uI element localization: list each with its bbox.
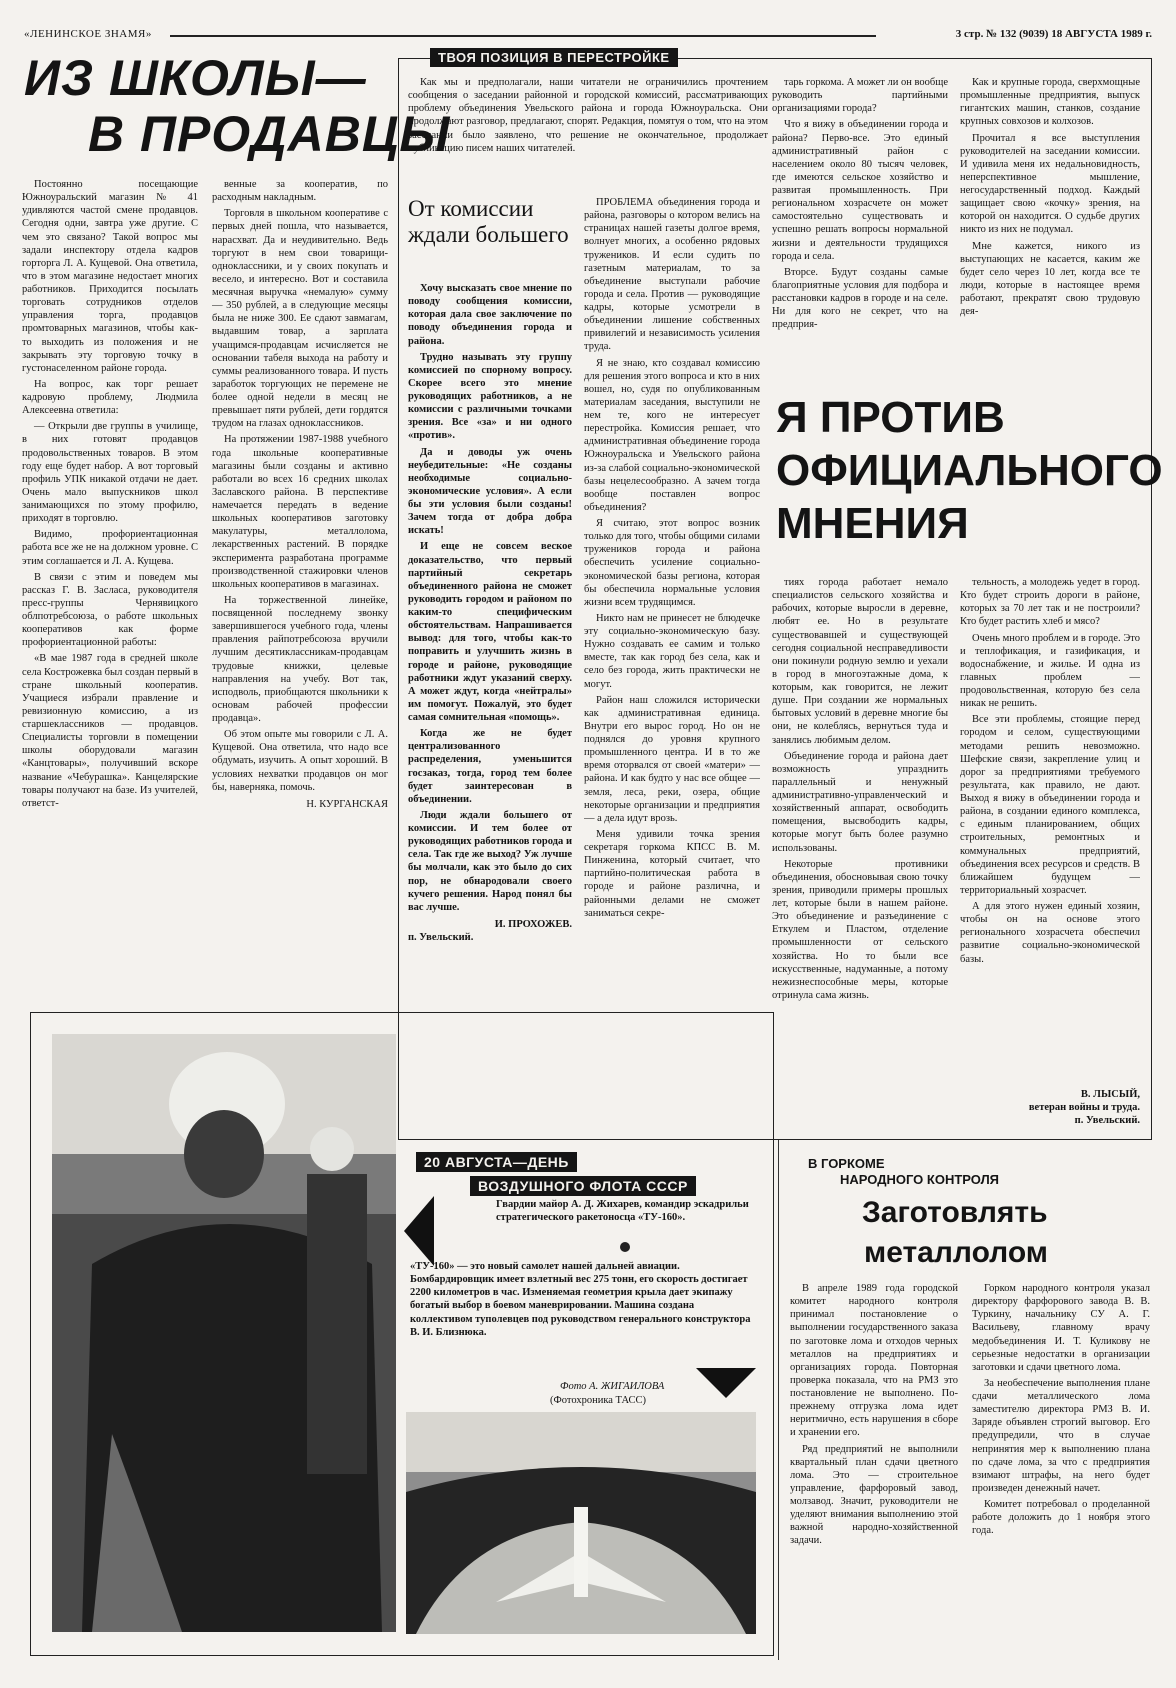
bullet-dot <box>620 1242 630 1252</box>
article3-paragraph: Мне кажется, никого из выступающих не касается, каким же будет село через 10 лет, когда все те люди, которые в настоящее время работают, прекратят свою трудовую дея- <box>960 240 1140 318</box>
article3-signature-block <box>960 1088 1140 1127</box>
article3-paragraph: А для этого нужен единый хозяин, чтобы он на основе этого регионального хозрасчета обеспечил развитие социально-экономической базы. <box>960 901 1140 965</box>
article1-paragraph: венные за кооператив, по расходным накладным. <box>212 179 388 204</box>
pilot-photo-image <box>52 1034 396 1632</box>
article1-paragraph: Постоянно посещающие Южноуральский магазин № 41 удивляются частой смене продавцов. Сегодня одни, завтра уже другие. С чем это связано? Такой вопрос мы задали инспектору отдела кадров горторга Л. А. Кущевой. Она ответила, что в этом магазине недостает многих работников. Приходится посылать торговать сотрудников отделов управления торга, продавцов промтоварных магазинов, чтобы как-то выходить из положения и не закрывать эту торговую точку в густонаселенном районе города. <box>22 179 198 374</box>
article1-paragraph: Торговля в школьном кооперативе с первых дней пошла, что называется, нарасхват. Да и неудивительно. Ведь торгуют в нем свои товарищи-одноклассники, и у своих покупать и весело, и интересно. Вот и составила месячная выручка «немалую» сумму — 350 рублей, а в следующие месяцы была не ниже 300. Ее сдают завмагам, выдавшим товар, а зарплата учащимся-продавцам исчисляется не основании табеля выхода на работу и суммы реализованного товара. И пусть заработок торгующих не перемене не более одной недели в месяц не превышает пяти рублей, дети гордятся трудом на глазах одноклассников. <box>212 208 388 430</box>
article3-headline-line2: ОФИЦИАЛЬНОГО <box>776 445 1163 495</box>
article3-signature: В. ЛЫСЫЙ, <box>1080 1089 1140 1100</box>
article3-paragraph: Меня удивили точка зрения секретаря горкома КПСС В. М. Пинженина, который считает, что партийно-политическая работа в городе и районе различна, и районными делами не сможет заниматься секре- <box>584 828 760 919</box>
article3-paragraph: Все эти проблемы, стоящие перед городом и селом, существующими методами решить невозможно. Шефские связи, закрепление улиц и дорог за предприятиями требуемого результата, как правило, не дают. Выход я вижу в объединении города и района, в создании единого комплекса, с единым планированием, общих строительных, ремонтных и коммунальных предприятий, объединения всех ресурсов и средств. В ближайшем будущем — территориальный хозрасчет. <box>960 714 1140 896</box>
article3-column-4 <box>772 576 948 1118</box>
control-column-2 <box>972 1282 1150 1654</box>
article3-headline-line3: МНЕНИЯ <box>776 498 969 548</box>
article1-column-1 <box>22 178 198 1000</box>
article1-paragraph: — Открыли две группы в училище, в них готовят продавцов продовольственных товаров. В этом году еще будет набор. А вот торговый профиль УПК никакой отдачи не дает. Очень мало выпускников школ занимающихся по этому профилю, приходят в торговлю. <box>22 421 198 525</box>
aviation-banner-line2: ВОЗДУШНОГО ФЛОТА СССР <box>470 1176 696 1196</box>
header-rule <box>170 35 876 37</box>
aviation-banner <box>416 1152 577 1172</box>
left-arrow-icon <box>404 1196 434 1266</box>
article3-signature-role: ветеран войны и труда. <box>1028 1102 1140 1114</box>
photo-source: (Фотохроника ТАСС) <box>550 1395 647 1406</box>
article3-column-1 <box>584 196 760 1118</box>
control-paragraph: Комитет потребовал о проделанной работе доложить до 1 ноября этого года. <box>972 1499 1150 1537</box>
article1-paragraph: В связи с этим и поведем мы рассказ Г. В. Засласа, руководителя пресс-группы Чернявицкого облпотребсоюза, о работе школьных кооперативов как форме профориентационной работы: <box>22 571 198 649</box>
control-paragraph: За необеспечение выполнения плане сдачи металлического лома заместителю директора РМЗ В. И. Заряде объявлен строгий выговор. Его предупредили, что в случае непринятия мер к выполнению плана по сдаче лома, за что с предприятия взимают штрафы, на него будет произведен денежный начет. <box>972 1377 1150 1494</box>
control-paragraph: В апреле 1989 года городской комитет народного контроля принимал постановление о выполнении государственного заказа по заготовке лома и отходов черных металлов на предприятиях и организациях города. Повторная проверка показала, что на РМЗ это постановление не выполнено. По-прежнему отгрузка лома идет неритмично, есть нарушения в сборе и хранении его. <box>790 1283 958 1439</box>
article3-paragraph: Район наш сложился исторически как административная единица. Внутри его вырос город. Но он не поднялся до уровня крупного промышленного центра. И в то же время оторвался от своей «матери» — района. И как будто у нас все общее — земля, леса, реки, озера, общие некоторые организации и предприятия — а дела идут врозь. <box>584 694 760 824</box>
article1-column-2 <box>212 178 388 1000</box>
article2-paragraph: Когда же не будет централизованного распределения, уменьшится госзаказ, тогда, город тем более будет заинтересован в объединении. <box>408 728 572 805</box>
aircraft-photo <box>406 1412 756 1634</box>
article3-paragraph: тельность, а молодежь уедет в город. Кто будет строить дороги в районе, которых за 70 лет так и не построили? Кто будет растить хлеб и мясо? <box>960 577 1140 628</box>
control-column-1 <box>790 1282 958 1654</box>
article2-paragraph: Да и доводы уж очень неубедительные: «Не созданы необходимые социально-экономические условия». А если бы эти условия были созданы! Зачем тогда от добра добра искать! <box>408 446 572 537</box>
article3-column-2 <box>772 76 948 384</box>
article1-title-line2: В ПРОДАВЦЫ <box>88 106 451 162</box>
article3-paragraph: Прочитал я все выступления руководителей на заседании комиссии. И удивила меня их недальновидность, неперспективное мышление, негосударственный подход. Каждый защищает свою «кочку» зрения, на которой он находится. О судьбе других никто из них не подумал. <box>960 132 1140 236</box>
article1-paragraph: На протяжении 1987-1988 учебного года школьные кооперативные магазины были созданы и активно работали во всех 16 средних школах Заславского района. В перспективе намечается передать в ведение школьных кооперативов заготовку макулатуры, металлолома, лекарственных растений. В порядке эксперимента разработана программе производственной стажировки членов школьных кооперативов в магазинах. <box>212 434 388 590</box>
control-title-line1: Заготовлять <box>862 1196 1048 1229</box>
article3-column-3 <box>960 76 1140 384</box>
article3-paragraph: Очень много проблем и в городе. Это и теплофикация, и газификация, и водоснабжение, и жилье. И одна из главных проблем — продовольственная, которую без села никак не решить. <box>960 632 1140 710</box>
article2-paragraph: Люди ждали большего от комиссии. И тем более от руководящих работников города и села. Так где же выход? Уж лучше бы молчали, как это было до сих пор, не обнародовали своего кучего решения. Народ понял бы вас лучше. <box>408 809 572 913</box>
aviation-caption-1: Гвардии майор А. Д. Жихарев, командир эскадрильи стратегического ракетоносца «ТУ-160». <box>496 1199 749 1224</box>
article3-headline <box>776 392 1163 550</box>
article2-body <box>408 282 572 1118</box>
article3-paragraph: Как и крупные города, сверхмощные промышленные предприятия, выпуск гигантских машин, станков, создание крупных совхозов и колхозов. <box>960 77 1140 128</box>
photo-credit: Фото А. ЖИГАИЛОВА <box>560 1381 665 1392</box>
article2-paragraph: Хочу высказать свое мнение по поводу сообщения комиссии, которая дала свое заключение по поводу объединения города и района. <box>408 283 572 347</box>
article1-title-line1: ИЗ ШКОЛЫ— <box>24 50 367 106</box>
control-title-line2: металлолом <box>864 1236 1048 1269</box>
control-rubric-line1: В ГОРКОМЕ <box>808 1156 885 1171</box>
article3-column-5 <box>960 576 1140 1086</box>
article3-paragraph: тиях города работает немало специалистов сельского хозяйства и рабочих, которые выросли в деревне, любят ее. Но в результате существовавшей и существующей сегодня социальной несправедливости они покинули родную землю и уехали в город в многоэтажные дома, к которым, как говорится, не лежит душе. При создании же нормальных бытовых условий в деревне многие бы они, не колеблясь, вернуться туда и занялись любимым делом. <box>772 577 948 746</box>
article3-paragraph: Никто нам не принесет не блюдечке эту социально-экономическую базу. Нужно создавать ее самим и только вместе, так как город без села, как и село без города, жить практически не могут. <box>584 612 760 690</box>
article2-title: От комиссии ждали большего <box>408 196 569 248</box>
control-divider <box>778 1140 779 1660</box>
article1-signature: Н. КУРГАНСКАЯ <box>306 798 388 810</box>
article3-paragraph: Объединение города и района дает возможность упразднить параллельный и ненужный административно-управленческий и хозяйственный аппарат, освободить помещения, высвободить кадры, которые могут быть более разумно использованы. <box>772 750 948 854</box>
article1-paragraph: «В мае 1987 года в средней школе села Кострожевка был создан первый в стране школьный кооператив. Учащиеся избрали правление и ревизионную комиссию, а из старшеклассников — продавцов. Специалисты торговли в помещении школы оборудовали магазин «Канцтовары», получивший вскоре название «Чебурашка». Канцелярские товары получают на базе. Из учителей, ответст- <box>22 653 198 809</box>
position-banner <box>430 48 678 67</box>
control-paragraph: Горком народного контроля указал директору фарфорового завода В. В. Туркину, начальнику СУ А. Г. Васильеву, главному врачу медобъединения И. Т. Куликову не серьезные недостатки в организации заготовки и сдачи цветного лома. <box>972 1283 1150 1373</box>
article3-paragraph: Вторсе. Будут созданы самые благоприятные условия для подбора и расстановки кадров в городе и на селе. Ни для кого не секрет, что на предприя- <box>772 266 948 331</box>
article3-paragraph: ПРОБЛЕМА объединения города и района, разговоры о котором велись на страницах нашей газеты долгое время, волнует многих, а особенно рядовых тружеников. И если судить по газетным материалам, то за объединение выступали рабочие города и села. Против — руководящие кадры, которые усмотрели в объединении лишение собственных привилегий и независимость усиления труда. <box>584 197 760 353</box>
article3-headline-line1: Я ПРОТИВ <box>776 393 1005 442</box>
article3-paragraph: Я не знаю, кто создавал комиссию для решения этого вопроса и кто в них вошел, но, судя по опубликованным материалам заседания, выступили не нем те, кого не интересует перестройка. Комиссия решает, что административная объединение города Южноуральска и Увельского района из-за слабой социально-экономической базы нецелесообразно. А зачем тогда вообще поставлен вопрос объединения? <box>584 357 760 513</box>
pilot-photo <box>52 1034 396 1632</box>
article3-paragraph: Что я вижу в объединении города и района? Перво-все. Это единый административный район с населением около 80 тысяч человек, где имеются сельское хозяйство и развитая промышленность. При региональном хозрасчете он может самостоятельно существовать и успешно решать вопросы нормальной жизни и деятельности трудящихся города и села. <box>772 119 948 262</box>
aircraft-photo-image <box>406 1412 756 1634</box>
article3-signature-place: п. Увельский. <box>1074 1115 1140 1127</box>
aviation-caption-2: «ТУ-160» — это новый самолет нашей дальней авиации. Бомбардировщик имеет взлетный вес 275 тонн, его скорость достигает 2200 километров в час. Изменяемая геометрия крыла дает экипажу богатый выбор в боевом маневрировании. Машина создана коллективом туполевцев под руководством генерального конструктора В. И. Близнюка. <box>410 1261 751 1338</box>
aviation-banner-line1: 20 АВГУСТА—ДЕНЬ <box>416 1152 577 1172</box>
position-banner-text: ТВОЯ ПОЗИЦИЯ В ПЕРЕСТРОЙКЕ <box>430 48 678 67</box>
control-rubric-line2: НАРОДНОГО КОНТРОЛЯ <box>840 1172 1000 1187</box>
aviation-banner-2 <box>470 1176 696 1196</box>
article2-paragraph: И еще не совсем веское доказательство, что первый партийный секретарь объединенного района не сможет руководить городом и районом по каким-то специфическим обстоятельствам. Напрашивается вывод: для того, чтобы как-то поправить и улучшить жизнь в городе и районе, руководящие работники ждут указаний сверху. А может ждут, когда «нейтралы» им помогут. Пожалуй, это будет самая сомнительная «помощь». <box>408 541 572 723</box>
article3-paragraph: Я считаю, этот вопрос возник только для того, чтобы общими силами тружеников города и района обеспечить усиление социально-экономической базы региона, которая бы обеспечила нормальные условия жизни всем трудящимся. <box>584 518 760 608</box>
control-paragraph: Ряд предприятий не выполнили квартальный план сдачи цветного лома. Это — строительное управление, фарфоровый завод, молзавод. Значит, руководители не уделяют внимания выполнению этой важной народно-хозяйственной задачи. <box>790 1443 958 1547</box>
article1-paragraph: Видимо, профориентационная работа все же не на должном уровне. С этим соглашается и Л. А. Кущева. <box>22 529 198 567</box>
article3-paragraph: тарь горкома. А может ли он вообще руководить партийными организациями города? <box>772 77 948 115</box>
issue-info: 3 стр. № 132 (9039) 18 АВГУСТА 1989 г. <box>955 28 1152 40</box>
position-intro-text: Как мы и предполагали, наши читатели не ограничились прочтением сообщения о заседании районной и городской комиссий, рассматривающих проблему объединения Увельского района и города Южноуральска. Они продолжают разговор, предлагают, спорят. Редакция, помятуя о том, что на этом заседании было заявлено, что решение не окончательное, продолжает публикацию писем наших читателей. <box>408 77 768 154</box>
article2-paragraph: Трудно называть эту группу комиссией по спорному вопросу. Скорее всего это мнение руководящих работников, а не комиссии с различными точками зрения. Все «за» и ни одного «против». <box>408 351 572 442</box>
article3-paragraph: Некоторые противники объединения, обосновывая свою точку зрения, приводили примеры прошлых лет, которые были в нашем районе. Это объединение и разъединение с Еткулем и Пластом, отделение промышленности от сельского хозяйства. Но то были все искусственные, надуманные, а потому нежизнеспособные меры, которые отринула сама жизнь. <box>772 858 948 1001</box>
article2-signature: И. ПРОХОЖЕВ. <box>494 918 572 930</box>
article2-place: п. Увельский. <box>408 932 474 943</box>
article1-paragraph: На торжественной линейке, посвященной последнему звонку завершившегося учебного года, члены правления райпотребсоюза вручили лучшим десятиклассникам-продавцам трудовые книжки, целевые направления на учебу. Вот так, исподволь, приобщаются школьники к основам рабочей профессии продавца». <box>212 594 388 724</box>
position-intro <box>408 76 768 186</box>
article1-paragraph: Об этом опыте мы говорили с Л. А. Кущевой. Она ответила, что надо все обдумать, изучить. А опыт хороший. В условиях нехватки продавцов он мог бы, наверняка, помочь. <box>212 729 388 793</box>
article1-paragraph: На вопрос, как торг решает кадровую проблему, Людмила Алексеевна ответила: <box>22 378 198 417</box>
masthead: «ЛЕНИНСКОЕ ЗНАМЯ» <box>24 28 152 40</box>
